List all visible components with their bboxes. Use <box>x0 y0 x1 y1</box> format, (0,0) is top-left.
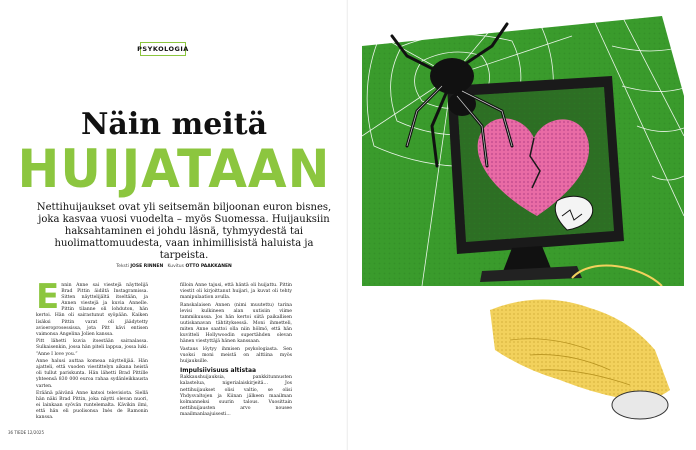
body-paragraph: Pitt lähetti kuvia itsestään sairaalassa. Sulkaisenkin, jossa hän piteli lappua, jossa luki: “Anne I love you.” <box>36 339 148 357</box>
headline-line2: HUIJATAAN <box>17 138 331 200</box>
lede: Nettihuijaukset ovat yli seitsemän biljoonan euron bisnes, joka kasvaa vuosi vuodelta – myös Suomessa. Huijauksiin haksahtaminen ei johdu läsnä, tyhmyydestä tai huolimattomuudesta, vaan inhimillisistä haluista ja tarpeista. <box>36 202 332 261</box>
folio-left: 36 TIEDE 12/2025 <box>8 430 45 435</box>
category-label: PSYKOLOGIA <box>137 45 189 53</box>
category-tag <box>137 42 189 56</box>
subheading: Impulsiivisuus altistaa <box>180 367 257 375</box>
credits-text-label: Teksti <box>116 264 129 269</box>
dropcap: E <box>36 277 60 317</box>
body-paragraph: Eräänä päivänä Anne katsoi televisiota. Siellä hän näki Brad Pittin, joka näytti olevan nuori, ei lainkaan syövän runtelemalta. Kävikin ilmi, että hän eli puolisonsa Inès de Ramonin kanssa. <box>36 391 148 421</box>
body-paragraph: Ranskalaisen Annen (nimi muutettu) tarina levisi kulkineen alan uutisiin viime tammikuussa. Jos hän kertoi siitä paikallisen uutiskanavan tähtityksessä. Moni ihmetteli, miten Anne saattoi olla niin hölmö, että hän kuvitteli Hollywoodin supertähden olevan hänen viestyttäjä hänen kanssaan. <box>180 302 292 345</box>
body-column-2 <box>180 283 292 419</box>
mouse-icon <box>612 391 668 419</box>
illustration-spider-monitor <box>362 16 684 286</box>
body-paragraph: nnin Anne sai viestejä näyttelijä Brad Pittin äidiltä Instagramissa. Sitten näyttelijältä itseltään, ja Annen viestejä ja kuvia Annelle. Pittin tilanne oli lohduton, hän kertoi. Hän oli sairastunut syöpään. Kaiken lisäksi Pittin varat oli jäädytetty avioeroprosessissa, jota Pitt kävi entisen vaimonsa Angelina Jolien kanssa. <box>36 283 148 337</box>
credits-text-author: JOSE RINNEN <box>130 264 164 269</box>
body-column-1 <box>36 277 148 423</box>
credits-illus-author: OTTO PAAKKANEN <box>185 264 232 269</box>
credits <box>0 264 348 269</box>
headline-line1: Näin meitä <box>80 107 268 142</box>
body-paragraph: Anne halusi auttaa komeaa näyttelijää. Hän ajatteli, että vuoden viestittelyn aikana heistä oli tullut pariskunta. Hän lähetti Brad Pittille yhteensä 830 000 euroa rahaa sydänleikkausta varten. <box>36 359 148 389</box>
body-paragraph: Rakkaushuijauksia, pankkitunnusten kalastelua, nigerialaiskirjeitä... Jos nettihuijaukset olisi valtio, se olisi Yhdysvaltojen ja Kiinan jälkeen maailman kolmanneksi suurin talous. Vuosittain nettihuijausten arvo nousee maailmanlaajuisesti... <box>180 375 292 417</box>
body-paragraph: Vastaus löytyy ihmisen psykologiasta. Sen vuoksi moni meistä on alttiina myös huijauksille. <box>180 346 292 365</box>
credits-illus-label: Kuvitus <box>167 264 184 269</box>
body-paragraph: filloin Anne tajusi, että häntä oli huijattu. Pittin viestit oli kirjoittanut huijari, ja kuvat oli tehty manipulaation avulla. <box>180 283 292 301</box>
illustration-hand-mouse <box>480 280 696 450</box>
